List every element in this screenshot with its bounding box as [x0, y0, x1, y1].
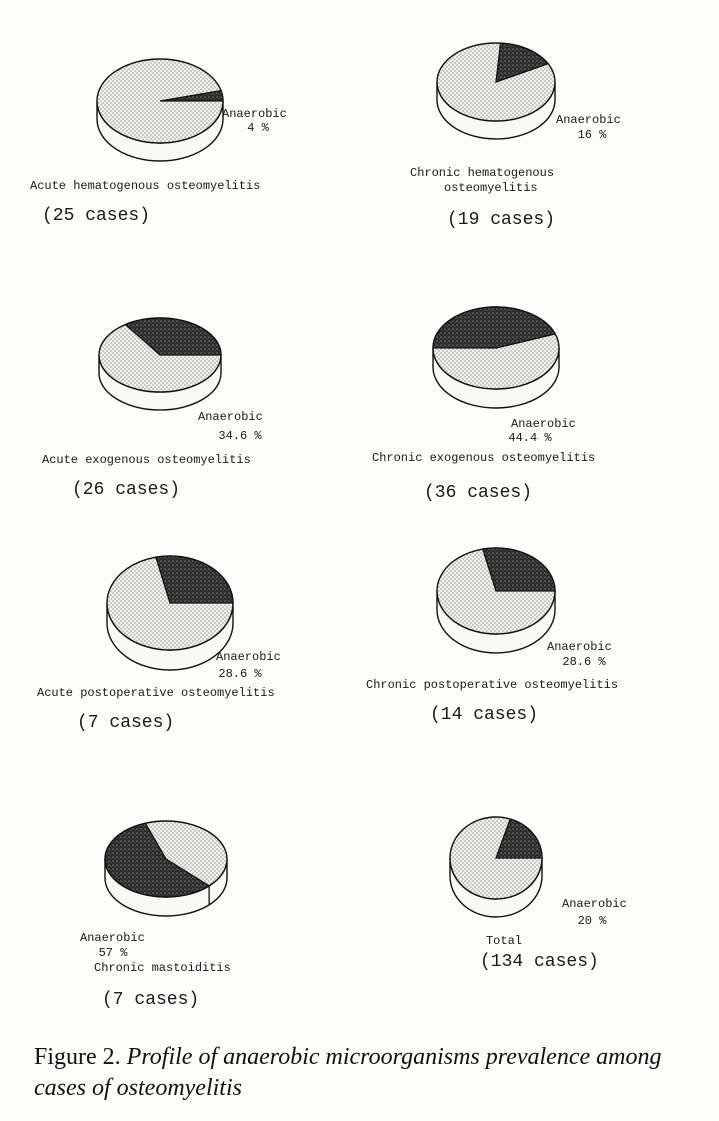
pie-chart	[372, 307, 595, 503]
pie-slice-anaerobic	[483, 548, 555, 591]
slice-value-label: 44.4 %	[508, 431, 552, 445]
slice-value-label: 28.6 %	[562, 655, 606, 669]
pie-chart	[80, 821, 231, 1010]
chart-title: Acute hematogenous osteomyelitis	[30, 179, 261, 193]
slice-value-label: 28.6 %	[218, 667, 262, 681]
pie-chart	[37, 556, 281, 733]
slice-label: Anaerobic	[547, 640, 612, 654]
pie-chart	[42, 318, 263, 500]
slice-label: Anaerobic	[562, 897, 627, 911]
chart-title: Chronic postoperative osteomyelitis	[366, 678, 619, 692]
chart-cases: (7 cases)	[77, 713, 175, 733]
pie-chart	[410, 43, 621, 230]
pie-chart	[450, 817, 627, 972]
slice-value-label: 20 %	[577, 914, 607, 928]
chart-cases: (25 cases)	[42, 206, 151, 226]
chart-cases: (14 cases)	[430, 705, 539, 725]
chart-cases: (26 cases)	[72, 480, 181, 500]
pie-slice-anaerobic	[156, 556, 233, 603]
slice-label: Anaerobic	[511, 417, 576, 431]
chart-title: Total	[485, 934, 523, 948]
figure-caption	[34, 1042, 694, 1104]
slice-value-label: 4 %	[247, 121, 269, 135]
caption-prefix: Figure 2.	[34, 1044, 127, 1070]
slice-value-label: 57 %	[98, 946, 128, 960]
slice-label: Anaerobic	[216, 650, 281, 664]
slice-label: Anaerobic	[556, 113, 621, 127]
chart-cases: (134 cases)	[480, 952, 599, 972]
chart-title: Chronic mastoiditis	[94, 961, 231, 975]
slice-label: Anaerobic	[198, 410, 263, 424]
slice-value-label: 34.6 %	[218, 429, 262, 443]
slice-label: Anaerobic	[222, 107, 287, 121]
caption-text: Profile of anaerobic microorganisms prevalence among cases of osteomyelitis	[34, 1044, 662, 1101]
chart-cases: (19 cases)	[447, 210, 556, 230]
pie-chart	[30, 59, 287, 226]
chart-title: Acute exogenous osteomyelitis	[42, 453, 251, 467]
chart-title: Chronic hematogenous osteomyelitis	[410, 166, 555, 195]
chart-title: Chronic exogenous osteomyelitis	[372, 451, 596, 465]
chart-cases: (7 cases)	[102, 990, 200, 1010]
chart-cases: (36 cases)	[424, 483, 533, 503]
chart-title: Acute postoperative osteomyelitis	[37, 686, 275, 700]
pie-chart	[366, 548, 618, 725]
slice-value-label: 16 %	[577, 128, 607, 142]
slice-label: Anaerobic	[80, 931, 145, 945]
